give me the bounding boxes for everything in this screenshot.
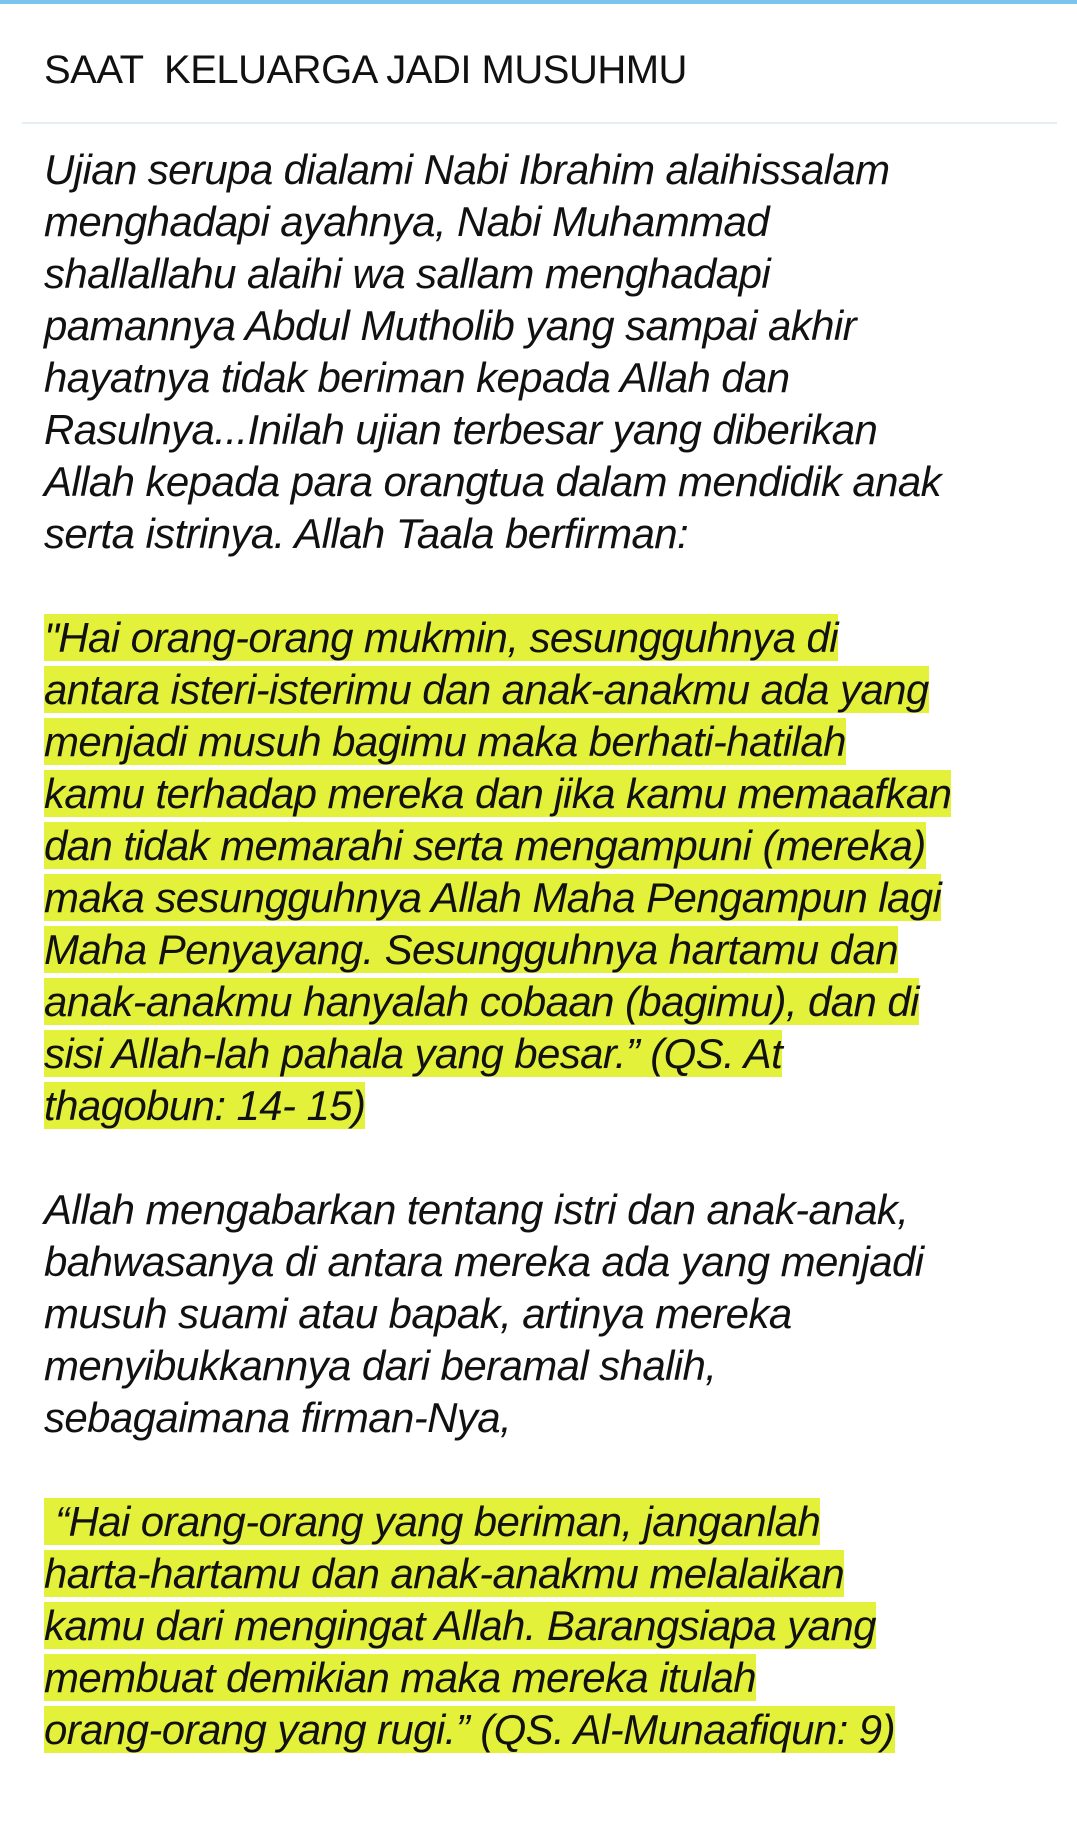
- page-title: SAAT KELUARGA JADI MUSUHMU: [44, 48, 687, 92]
- text-line: bahwasanya di antara mereka ada yang menjadi: [44, 1238, 924, 1285]
- highlighted-line: "Hai orang-orang mukmin, sesungguhnya di: [44, 614, 839, 661]
- text-line: Allah kepada para orangtua dalam mendidik anak: [44, 458, 942, 505]
- top-accent-bar: [0, 0, 1077, 4]
- text-line: Allah mengabarkan tentang istri dan anak-anak,: [44, 1186, 909, 1233]
- text-line: pamannya Abdul Mutholib yang sampai akhir: [44, 302, 856, 349]
- paragraph-spacer: [44, 1444, 1054, 1496]
- title-divider: [22, 122, 1057, 124]
- highlighted-line: membuat demikian maka mereka itulah: [44, 1654, 756, 1701]
- paragraph-spacer: [44, 1132, 1054, 1184]
- highlighted-line: dan tidak memarahi serta mengampuni (mereka): [44, 822, 926, 869]
- paragraph-spacer: [44, 560, 1054, 612]
- text-line: menyibukkannya dari beramal shalih,: [44, 1342, 717, 1389]
- text-line: menghadapi ayahnya, Nabi Muhammad: [44, 198, 769, 245]
- highlighted-quote-1: [44, 612, 1054, 1132]
- highlighted-line: antara isteri-isterimu dan anak-anakmu ada yang: [44, 666, 929, 713]
- text-line: hayatnya tidak beriman kepada Allah dan: [44, 354, 790, 401]
- highlighted-line: anak-anakmu hanyalah cobaan (bagimu), dan di: [44, 978, 919, 1025]
- highlighted-quote-2: [44, 1496, 1054, 1756]
- highlighted-line: maka sesungguhnya Allah Maha Pengampun lagi: [44, 874, 942, 921]
- highlighted-line: orang-orang yang rugi.” (QS. Al-Munaafiqun: 9): [44, 1706, 895, 1753]
- text-line: musuh suami atau bapak, artinya mereka: [44, 1290, 792, 1337]
- text-line: Ujian serupa dialami Nabi Ibrahim alaihissalam: [44, 146, 890, 193]
- highlighted-line: “Hai orang-orang yang beriman, janganlah: [44, 1498, 821, 1545]
- highlighted-line: kamu dari mengingat Allah. Barangsiapa yang: [44, 1602, 876, 1649]
- text-line: shallallahu alaihi wa sallam menghadapi: [44, 250, 771, 297]
- text-line: sebagaimana firman-Nya,: [44, 1394, 512, 1441]
- article-body: [44, 144, 1054, 1756]
- text-line: serta istrinya. Allah Taala berfirman:: [44, 510, 689, 557]
- highlighted-line: harta-hartamu dan anak-anakmu melalaikan: [44, 1550, 845, 1597]
- highlighted-line: kamu terhadap mereka dan jika kamu memaafkan: [44, 770, 952, 817]
- highlighted-line: menjadi musuh bagimu maka berhati-hatilah: [44, 718, 846, 765]
- text-line: Rasulnya...Inilah ujian terbesar yang diberikan: [44, 406, 878, 453]
- paragraph-1: [44, 144, 1054, 560]
- highlighted-line: thagobun: 14- 15): [44, 1082, 366, 1129]
- highlighted-line: Maha Penyayang. Sesungguhnya hartamu dan: [44, 926, 898, 973]
- highlighted-line: sisi Allah-lah pahala yang besar.” (QS. At: [44, 1030, 783, 1077]
- paragraph-2: [44, 1184, 1054, 1444]
